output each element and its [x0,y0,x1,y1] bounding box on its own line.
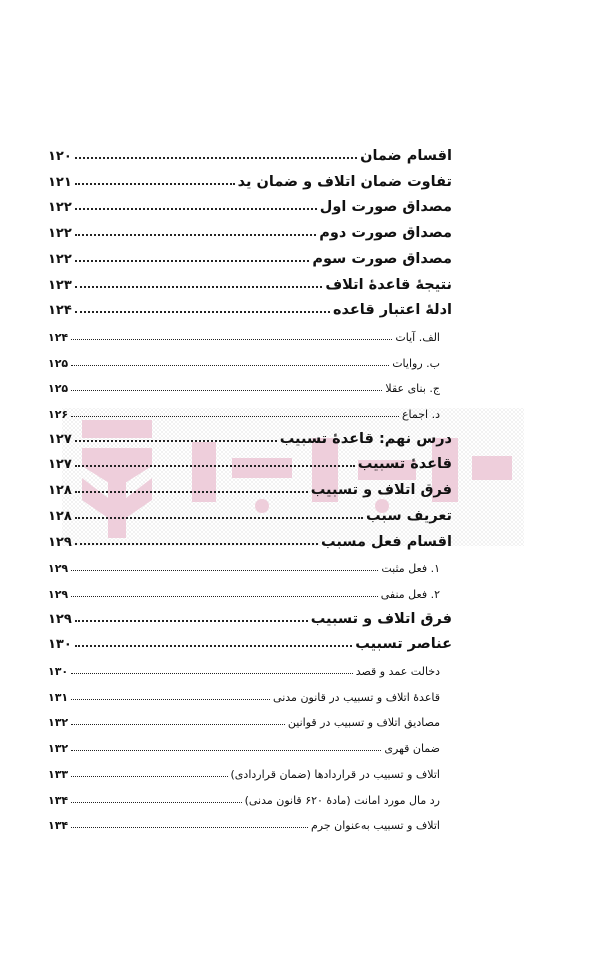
toc-entry-title: ب. روایات [392,356,440,370]
toc-entry-page-number: ۱۳۲ [48,742,69,756]
toc-entry-page-number: ۱۲۴ [48,330,69,344]
dot-leader [75,517,363,519]
toc-entry [48,579,440,601]
toc-entry [48,322,440,344]
toc-entry-page-number: ۱۳۴ [48,793,69,807]
toc-entry [48,399,440,421]
toc-entry-title: ضمان قهری [384,742,440,756]
toc-entry-title: تفاوت ضمان اتلاف و ضمان ید [237,173,452,190]
toc-entry-page-number: ۱۲۷ [48,457,72,473]
toc-entry [48,425,452,447]
dot-leader [71,802,241,803]
dot-leader [75,465,355,467]
toc-entry-page-number: ۱۲۸ [48,483,72,499]
toc-entry [48,348,440,370]
toc-entry [48,245,452,267]
toc-entry-page-number: ۱۲۹ [48,534,72,550]
dot-leader [71,724,285,725]
toc-entry-page-number: ۱۳۱ [48,690,69,704]
dot-leader [71,416,399,417]
toc-entry [48,785,440,807]
toc-entry-title: اتلاف و تسبیب در قراردادها (ضمان قراردادی) [230,767,440,781]
toc-entry-title: درس نهم: قاعدهٔ تسبیب [279,430,452,447]
toc-entry-page-number: ۱۲۶ [48,408,69,421]
dot-leader [71,390,382,391]
toc-entry-title: تعریف سبب [366,507,452,524]
toc-entry [48,605,452,627]
dot-leader [75,620,308,622]
toc-entry-page-number: ۱۲۳ [48,277,72,293]
toc-entry-page-number: ۱۲۰ [48,149,72,164]
toc-entry [48,450,452,472]
toc-entry-title: فرق اتلاف و تسبیب [310,482,452,499]
toc-entry-page-number: ۱۲۹ [48,562,69,576]
toc-entry [48,219,452,241]
toc-entry [48,707,440,729]
toc-entry [48,682,440,704]
toc-entry-title: عناصر تسبیب [355,636,452,653]
toc-entry [48,630,452,652]
toc-entry-title: اقسام ضمان [360,148,452,164]
toc-entry-page-number: ۱۲۲ [48,200,72,216]
toc-entry [48,296,452,318]
toc-entry-page-number: ۱۳۳ [48,767,69,781]
toc-entry-title: ج. بنای عقلا [385,382,440,396]
toc-entry-title: الف. آیات [395,330,440,344]
toc-entry-page-number: ۱۳۴ [48,819,69,833]
toc-entry-page-number: ۱۲۸ [48,508,72,524]
dot-leader [71,699,270,700]
toc-entry [48,528,452,550]
toc-entry [48,142,452,164]
dot-leader [75,157,357,159]
toc-entry [48,168,452,190]
toc-entry-title: رد مال مورد امانت (مادهٔ ۶۲۰ قانون مدنی) [244,793,440,807]
toc-entry-page-number: ۱۲۷ [48,431,72,447]
toc-entry-page-number: ۱۳۰ [48,637,72,653]
dot-leader [71,365,389,366]
dot-leader [75,234,316,236]
toc-entry [48,759,440,781]
dot-leader [75,286,323,288]
dot-leader [71,570,378,571]
toc-entry [48,271,452,293]
toc-entry-title: ۱. فعل مثبت [381,562,440,576]
toc-entry [48,810,440,832]
toc-entry-title: د. اجماع [401,408,440,421]
dot-leader [75,260,310,262]
toc-entry-title: مصادیق اتلاف و تسبیب در قوانین [287,716,440,730]
toc-entry-page-number: ۱۳۰ [48,665,69,678]
toc-entry [48,476,452,498]
dot-leader [75,183,235,185]
toc-entry-title: نتیجهٔ قاعدهٔ اتلاف [325,276,452,293]
toc-entry-title: قاعدهٔ اتلاف و تسبیب در قانون مدنی [273,690,440,704]
toc-entry-page-number: ۱۳۲ [48,716,69,730]
dot-leader [75,311,330,313]
toc-entry [48,193,452,215]
dot-leader [71,339,392,340]
toc-entry-page-number: ۱۲۵ [48,382,69,396]
dot-leader [71,776,227,777]
toc-entry-title: مصداق صورت دوم [319,225,452,242]
toc-entry-page-number: ۱۲۵ [48,356,69,370]
toc-entry-page-number: ۱۲۲ [48,226,72,242]
toc-entry-title: دخالت عمد و قصد [355,665,440,678]
toc-entry-page-number: ۱۲۴ [48,303,72,319]
toc-entry-page-number: ۱۲۱ [48,174,72,190]
dot-leader [71,673,353,674]
toc-entry-title: اقسام فعل مسبب [320,533,452,550]
dot-leader [71,827,308,828]
dot-leader [75,543,318,545]
toc-entry-page-number: ۱۲۹ [48,587,69,601]
dot-leader [71,750,381,751]
toc-entry [48,733,440,755]
dot-leader [75,208,317,210]
dot-leader [71,596,378,597]
toc-entry-page-number: ۱۲۹ [48,611,72,627]
toc-entry-title: مصداق صورت اول [319,199,452,216]
toc-entry-title: مصداق صورت سوم [312,250,452,267]
toc-entry [48,553,440,575]
toc-entry [48,373,440,395]
toc-entry-title: ادلهٔ اعتبار قاعده [332,302,452,319]
dot-leader [75,645,352,647]
toc-entry-title: اتلاف و تسبیب به‌عنوان جرم [310,819,440,833]
toc-entry-title: قاعدهٔ تسبیب [357,456,452,473]
toc-entry-title: فرق اتلاف و تسبیب [310,610,452,627]
toc-entry [48,502,452,524]
toc-entry-title: ۲. فعل منفی [380,587,440,601]
dot-leader [75,491,308,493]
toc-entry-page-number: ۱۲۲ [48,251,72,267]
dot-leader [75,440,277,442]
toc-entry [48,656,440,678]
